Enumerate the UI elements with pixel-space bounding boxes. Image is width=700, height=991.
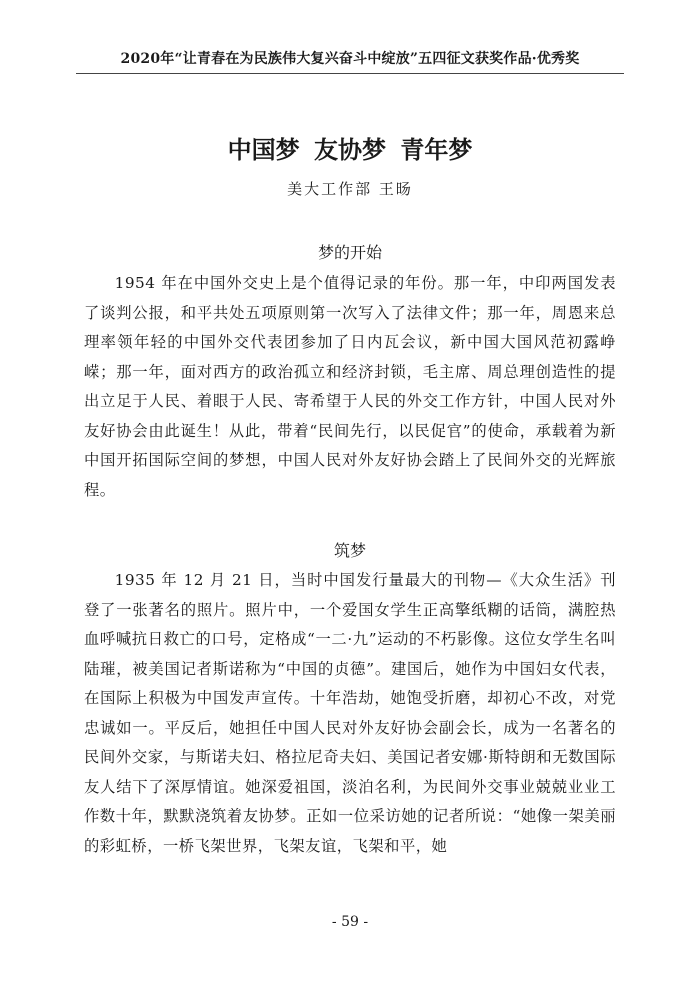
header-rule [76,73,624,74]
body-paragraph-building-dream: 1935 年 12 月 21 日，当时中国发行量最大的刊物—《大众生活》刊登了一张著名的照片。照片中，一个爱国女学生正高擎纸糊的话筒，满腔热血呼喊抗日救亡的口号，定格成“一二·九”运动的不朽影像。这位女学生名叫陆璀，被美国记者斯诺称为“中国的贞德”。建国后，她作为中国妇女代表，在国际上积极为中国发声宣传。十年浩劫，她饱受折磨，却初心不改，对党忠诚如一。平反后，她担任中国人民对外友好协会副会长，成为一名著名的民间外交家，与斯诺夫妇、格拉尼奇夫妇、美国记者安娜·斯特朗和无数国际友人结下了深厚情谊。她深爱祖国，淡泊名利，为民间外交事业兢兢业业工作数十年，默默浇筑着友协梦。正如一位采访她的记者所说：“她像一架美丽的彩虹桥，一桥飞架世界，飞架友谊，飞架和平，她 [84,571,616,855]
body-paragraph-origin: 1954 年在中国外交史上是个值得记录的年份。那一年，中印两国发表了谈判公报，和平共处五项原则第一次写入了法律文件；那一年，周恩来总理率领年轻的中国外交代表团参加了日内瓦会议，新中国大国风范初露峥嵘；那一年，面对西方的政治孤立和经济封锁，毛主席、周总理创造性的提出立足于人民、着眼于人民、寄希望于人民的外交工作方针，中国人民对外友好协会由此诞生！从此，带着“民间先行，以民促官”的使命，承载着为新中国开拓国际空间的梦想，中国人民对外友好协会踏上了民间外交的光辉旅程。 [84,274,616,499]
article-title: 中国梦 友协梦 青年梦 [227,135,473,164]
section-heading-building-dream: 筑梦 [333,541,366,560]
section-heading-origin: 梦的开始 [317,243,382,262]
page-number: - 59 - [331,914,369,930]
running-header: 2020年“让青春在为民族伟大复兴奋斗中绽放”五四征文获奖作品·优秀奖 [120,51,580,67]
article-byline: 美大工作部 王旸 [287,180,413,198]
